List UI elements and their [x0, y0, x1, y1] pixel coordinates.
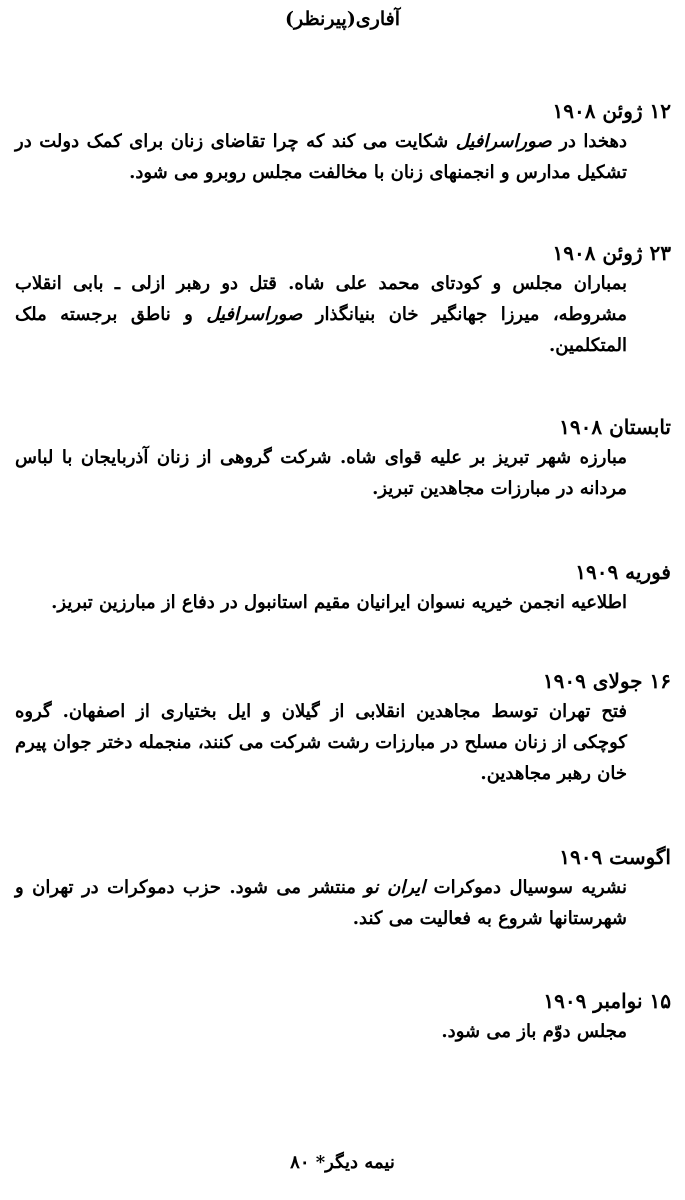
publication-name: صوراسرافیل — [206, 304, 303, 325]
entry-date: اگوست ۱۹۰۹ — [559, 845, 671, 869]
entry-date: ۱۶ جولای ۱۹۰۹ — [542, 669, 671, 693]
entry-text: دهخدا در صوراسرافیل شکایت می کند که چرا تقاضای زنان برای کمک دولت در تشکیل مدارس و انجمنهای زنان با مخالفت مجلس روبرو می شود. — [15, 131, 627, 183]
timeline-entry — [11, 238, 671, 361]
entry-date: ۱۵ نوامبر ۱۹۰۹ — [543, 989, 671, 1013]
entry-date: ۱۲ ژوئن ۱۹۰۸ — [552, 99, 671, 123]
timeline-entry — [11, 842, 671, 934]
entry-text: فتح تهران توسط مجاهدین انقلابی از گیلان و ایل بختیاری از اصفهان. گروه کوچکی از زنان مسلح در مبارزات رشت شرکت می کنند، منجمله دختر جوان پیرم خان رهبر مجاهدین. — [15, 701, 627, 784]
entry-text: مجلس دوّم باز می شود. — [441, 1021, 627, 1042]
entry-date: فوریه ۱۹۰۹ — [575, 560, 671, 584]
entry-text: بمباران مجلس و کودتای محمد علی شاه. قتل دو رهبر ازلی ـ بابی انقلاب مشروطه، میرزا جهانگیر خان بنیانگذار صوراسرافیل و ناطق برجسته ملک المتکلمین. — [15, 273, 627, 356]
entry-text: اطلاعیه انجمن خیریه نسوان ایرانیان مقیم استانبول در دفاع از مبارزین تبریز. — [51, 592, 627, 613]
timeline-entry — [11, 666, 671, 789]
publication-name: ایران نو — [364, 877, 426, 898]
page-header: آفاری(پیرنظر) — [284, 8, 401, 30]
entry-text: مبارزه شهر تبریز بر علیه قوای شاه. شرکت گروهی از زنان آذربایجان با لباس مردانه در مبارزات مجاهدین تبریز. — [15, 447, 628, 499]
entry-date: ۲۳ ژوئن ۱۹۰۸ — [552, 241, 671, 265]
timeline-entry — [11, 557, 671, 618]
publication-name: صوراسرافیل — [455, 131, 552, 152]
timeline-entry — [11, 412, 671, 504]
entry-date: تابستان ۱۹۰۸ — [559, 415, 671, 439]
timeline-entry — [11, 986, 671, 1047]
entry-text: نشریه سوسیال دموکرات ایران نو منتشر می شود. حزب دموکرات در تهران و شهرستانها شروع به فعالیت می کند. — [15, 877, 627, 929]
page-footer: نیمه دیگر* ۸۰ — [290, 1152, 395, 1173]
timeline-entry — [11, 96, 671, 188]
